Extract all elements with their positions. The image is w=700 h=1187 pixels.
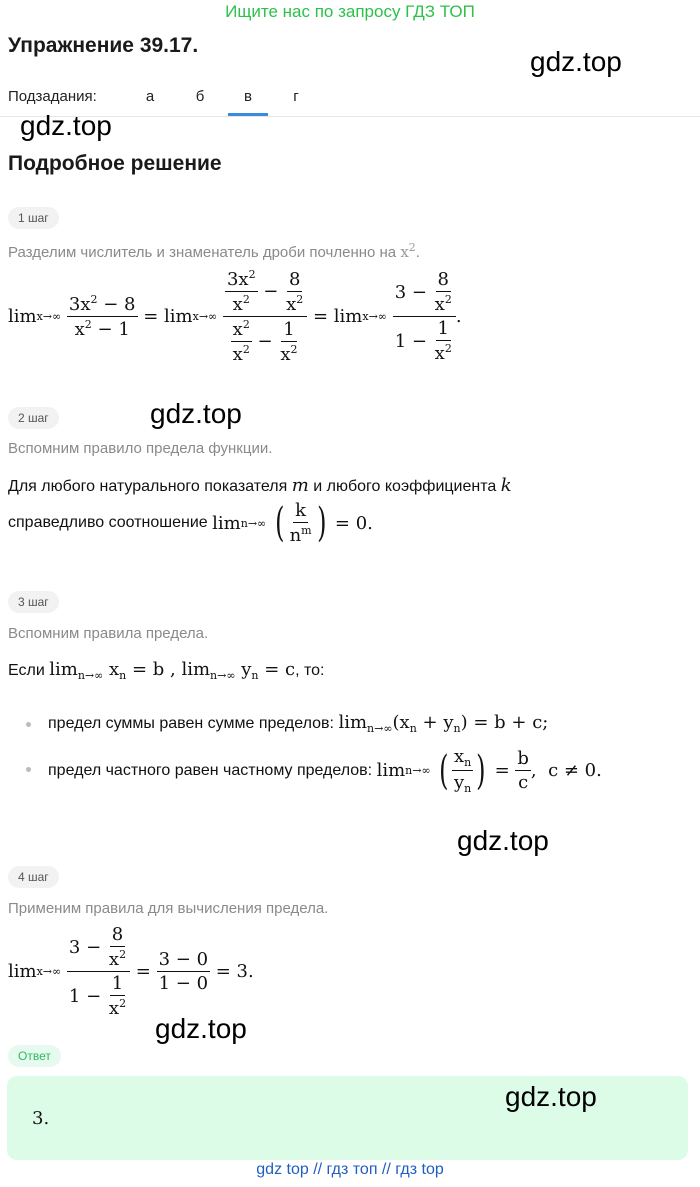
watermark: gdz.top bbox=[155, 1013, 247, 1044]
step-badge: 2 шаг bbox=[8, 407, 59, 429]
tab-b[interactable]: б bbox=[195, 88, 205, 105]
rule-text: Для любого натурального показателя m и любого коэффициента k bbox=[8, 475, 512, 496]
step-badge: 3 шаг bbox=[8, 591, 59, 613]
watermark: gdz.top bbox=[150, 398, 242, 429]
watermark: gdz.top bbox=[20, 110, 112, 141]
bullet bbox=[26, 722, 31, 727]
page-title: Упражнение 39.17. bbox=[8, 34, 199, 57]
promo-banner[interactable]: Ищите нас по запросу ГДЗ ТОП bbox=[225, 2, 475, 21]
tab-v[interactable]: в bbox=[244, 88, 252, 105]
step-hint: Применим правила для вычисления предела. bbox=[8, 900, 329, 917]
tab-a[interactable]: а bbox=[145, 88, 155, 105]
watermark: gdz.top bbox=[457, 825, 549, 856]
tab-g[interactable]: г bbox=[293, 88, 299, 105]
formula-step4: lim x→∞ 3 − $\frac{8}{x^2}$ 1 − $\frac{1}{x^2}$ = $\frac{3 - 0}{1 - 0}$ = 3. bbox=[8, 924, 254, 1019]
step-hint: Вспомним правило предела функции. bbox=[8, 440, 273, 457]
rule-condition: Если $\lim_{n\to\infty} x_n = b$ , $\lim_{n\to\infty} y_n = c$, то: bbox=[8, 659, 325, 682]
step-badge: 1 шаг bbox=[8, 207, 59, 229]
formula-step1: lim x→∞ $\frac{3x^2 - 8}{x^2 - 1}$ = lim x→∞ $\frac{3x^2}{x^2}$ − $\frac{8}{x^2}$ $\frac{x^2}{x^2}$ − $\frac{1}{x^2}$ = lim x→∞ 3 − $\frac{8}{x^2}$ 1 − $\frac{1}{x^2}$ . bbox=[8, 268, 462, 365]
bullet-sum: предел суммы равен сумме пределов: $\lim_{n\to\infty}(x_n + y_n) = b + c$; bbox=[48, 712, 549, 735]
watermark: gdz.top bbox=[505, 1081, 597, 1112]
subtasks-label: Подзадания: bbox=[8, 88, 97, 105]
answer-badge: Ответ bbox=[8, 1045, 61, 1067]
footer-links[interactable]: gdz top // гдз топ // гдз top bbox=[256, 1161, 444, 1178]
step-hint: Вспомним правила предела. bbox=[8, 625, 209, 642]
watermark: gdz.top bbox=[530, 46, 622, 77]
step-hint: Разделим числитель и знаменатель дроби почленно на $x^2$. bbox=[8, 241, 420, 261]
answer-value: 3. bbox=[32, 1108, 50, 1129]
section-title: Подробное решение bbox=[8, 152, 222, 175]
bullet-quotient: предел частного равен частному пределов: lim n→∞ ( $\frac{x_n}{y_n}$ ) = $\frac{b}{c}$ , c ≠ 0. bbox=[48, 746, 602, 795]
step-badge: 4 шаг bbox=[8, 866, 59, 888]
bullet bbox=[26, 767, 31, 772]
rule-formula: справедливо соотношение lim n→∞ ( $\frac{k}{n^m}$ ) = 0. bbox=[8, 500, 373, 546]
